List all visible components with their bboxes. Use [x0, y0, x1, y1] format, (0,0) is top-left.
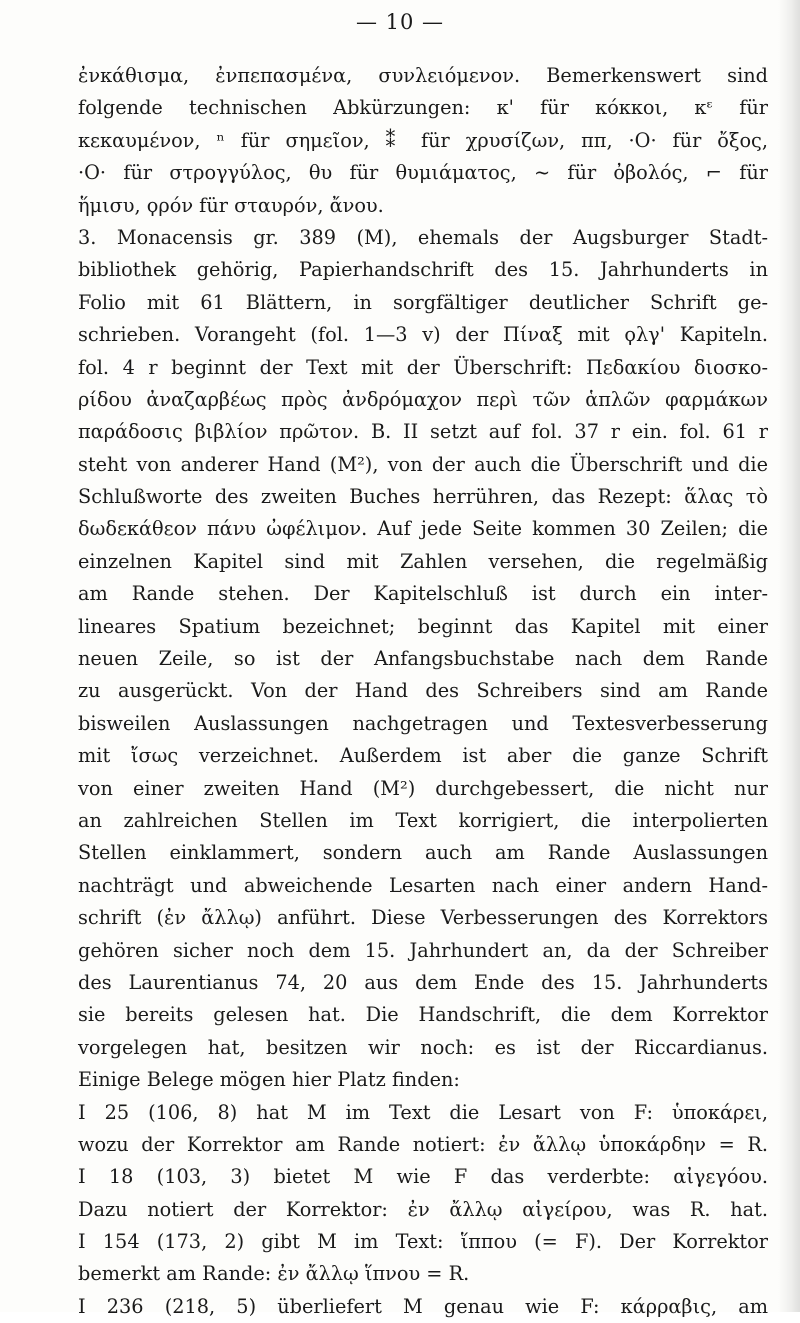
page-edge-shadow: [778, 0, 800, 1312]
text-line: Schlußworte des zweiten Buches herrühren, das Rezept: ἅλας τὸ: [78, 485, 768, 509]
text-line: an zahlreichen Stellen im Text korrigiert, die interpolierten: [78, 808, 768, 832]
text-line: παράδοσις βιβλίον πρῶτον. B. II setzt auf fol. 37 r ein. fol. 61 r: [78, 420, 768, 444]
text-line: ἥμισυ, ϙρόν für σταυρόν, ἄνου.: [78, 193, 384, 217]
text-line: am Rande stehen. Der Kapitelschluß ist durch ein inter-: [78, 582, 768, 606]
text-line: ἐνκάθισμα, ἐνπεπασμένα, συνλειόμενον. Bemerkenswert sind: [78, 64, 768, 87]
text-line: zu ausgerückt. Von der Hand des Schreibers sind am Rande: [78, 679, 768, 703]
text-line: I 18 (103, 3) bietet M wie F das verderbte: αἰγεγόου.: [78, 1165, 768, 1189]
text-line: fol. 4 r beginnt der Text mit der Überschrift: Πεδακίου διοσκο-: [78, 355, 768, 379]
text-line: κεκαυμένον, ⁿ für σημεῖον, ⁑ für χρυσίζων, ππ, ·Ο· für ὄξος,: [78, 128, 768, 152]
text-line: neuen Zeile, so ist der Anfangsbuchstabe nach dem Rande: [78, 647, 768, 671]
text-line: folgende technischen Abkürzungen: κ' für κόκκοι, κᵋ für: [78, 96, 768, 120]
text-line: schrift (ἐν ἄλλῳ) anführt. Diese Verbesserungen des Korrektors: [78, 906, 768, 930]
text-line: I 25 (106, 8) hat M im Text die Lesart von F: ὑποκάρει,: [78, 1100, 768, 1124]
text-line: bibliothek gehörig, Papierhandschrift des 15. Jahrhunderts in: [78, 258, 768, 282]
text-line: Folio mit 61 Blättern, in sorgfältiger deutlicher Schrift ge-: [78, 290, 768, 314]
text-line: des Laurentianus 74, 20 aus dem Ende des 15. Jahrhunderts: [78, 970, 768, 994]
text-line: mit ἴσως verzeichnet. Außerdem ist aber die ganze Schrift: [78, 744, 768, 768]
text-line: sie bereits gelesen hat. Die Handschrift, die dem Korrektor: [78, 1003, 768, 1027]
text-line: lineares Spatium bezeichnet; beginnt das Kapitel mit einer: [78, 614, 768, 638]
text-line: ·Ο· für στρογγύλος, θυ für θυμιάματος, ~ für ὀβολός, ⌐ für: [78, 161, 768, 185]
text-line: bemerkt am Rande: ἐν ἄλλῳ ἵπνου = R.: [78, 1262, 470, 1286]
page-number: — 10 —: [355, 10, 445, 34]
text-line: schrieben. Vorangeht (fol. 1—3 v) der Πίναξ mit ϙλγ' Kapiteln.: [78, 323, 768, 347]
text-line: I 236 (218, 5) überliefert M genau wie F: κάρραβις, am: [78, 1294, 768, 1318]
text-line: Stellen einklammert, sondern auch am Rande Auslassungen: [78, 841, 768, 865]
text-line: bisweilen Auslassungen nachgetragen und Textesverbesserung: [78, 711, 768, 735]
text-line: Einige Belege mögen hier Platz finden:: [78, 1068, 460, 1092]
text-line: steht von anderer Hand (M²), von der auch die Überschrift und die: [78, 452, 768, 476]
text-line: ρίδου ἀναζαρβέως πρὸς ἀνδρόμαχον περὶ τῶν ἁπλῶν φαρμάκων: [78, 387, 768, 411]
text-line: wozu der Korrektor am Rande notiert: ἐν ἄλλῳ ὑποκάρδην = R.: [78, 1132, 768, 1156]
text-line: von einer zweiten Hand (M²) durchgebessert, die nicht nur: [78, 776, 768, 800]
text-line: δωδεκάθεον πάνυ ὠφέλιμον. Auf jede Seite kommen 30 Zeilen; die: [78, 517, 768, 541]
text-line: einzelnen Kapitel sind mit Zahlen versehen, die regelmäßig: [78, 549, 768, 573]
text-line: Dazu notiert der Korrektor: ἐν ἄλλῳ αἰγείρου, was R. hat.: [78, 1197, 768, 1221]
text-line: nachträgt und abweichende Lesarten nach einer andern Hand-: [78, 873, 768, 897]
text-line: gehören sicher noch dem 15. Jahrhundert an, da der Schreiber: [78, 938, 768, 962]
text-line: I 154 (173, 2) gibt M im Text: ἵππου (= F). Der Korrektor: [78, 1230, 768, 1254]
text-line: 3. Monacensis gr. 389 (M), ehemals der Augsburger Stadt-: [78, 225, 768, 249]
text-line: vorgelegen hat, besitzen wir noch: es ist der Riccardianus.: [78, 1035, 768, 1059]
body-text: [78, 60, 768, 1323]
